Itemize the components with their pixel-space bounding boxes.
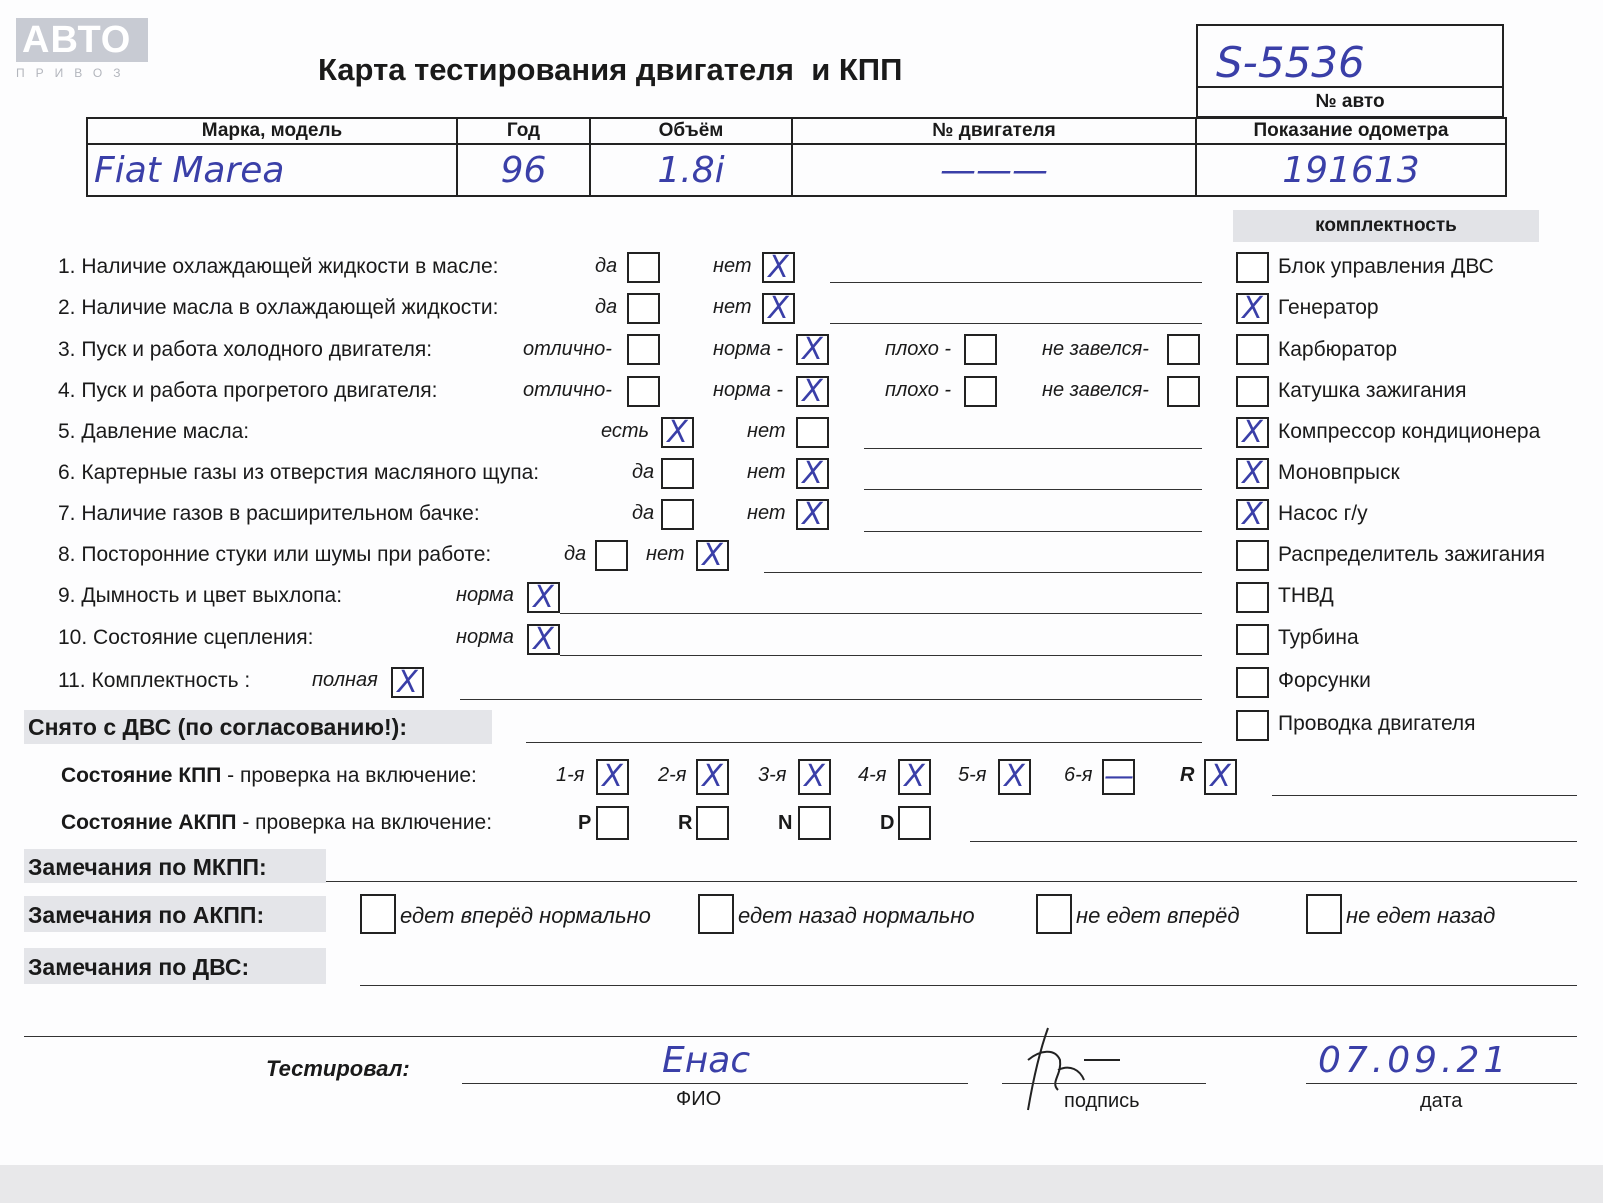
question-number: 7. bbox=[58, 502, 76, 525]
col-header-model: Марка, модель bbox=[87, 118, 457, 144]
tester-name-line[interactable] bbox=[462, 1083, 968, 1084]
signature-caption: подпись bbox=[1064, 1090, 1140, 1112]
remarks-akpp-label: Замечания по АКПП: bbox=[28, 902, 265, 928]
check-mark-icon: X bbox=[533, 622, 554, 657]
date-value: 07.09.21 bbox=[1318, 1040, 1511, 1081]
question-3 bbox=[58, 338, 432, 362]
option-label: отлично- bbox=[523, 338, 612, 360]
checkbox[interactable] bbox=[796, 417, 829, 448]
question-number: 11. bbox=[58, 669, 86, 692]
completeness-checkbox-checked[interactable] bbox=[1236, 293, 1269, 324]
question-number: 4. bbox=[58, 379, 76, 402]
checkbox-checked[interactable] bbox=[796, 376, 829, 407]
checkbox-checked[interactable] bbox=[796, 334, 829, 365]
question-text: Комплектность : bbox=[91, 669, 251, 692]
option-label: нет bbox=[747, 420, 786, 442]
option-label: плохо - bbox=[885, 379, 952, 401]
question-4 bbox=[58, 379, 438, 403]
checkbox[interactable] bbox=[1167, 334, 1200, 365]
comment-line[interactable] bbox=[830, 282, 1202, 283]
option-label: да bbox=[564, 543, 587, 565]
question-number: 5. bbox=[58, 420, 76, 443]
engine-number-value-text: ——— bbox=[940, 150, 1048, 191]
option-label: нет bbox=[713, 255, 752, 277]
completeness-item: Моновпрыск bbox=[1278, 461, 1400, 484]
question-10 bbox=[58, 626, 313, 650]
completeness-item: Распределитель зажигания bbox=[1278, 543, 1546, 566]
akpp-remark-option: не едет вперёд bbox=[1076, 903, 1240, 928]
check-mark-icon: X bbox=[1210, 759, 1231, 794]
option-label: да bbox=[632, 461, 655, 483]
check-mark-icon: X bbox=[602, 759, 623, 794]
logo-main-text: АВТО bbox=[22, 19, 132, 61]
comment-line[interactable] bbox=[864, 489, 1202, 490]
check-mark-icon: X bbox=[702, 538, 723, 573]
checkbox-checked[interactable] bbox=[796, 458, 829, 489]
vehicle-info-table bbox=[86, 117, 1507, 197]
akpp-remark-option: не едет назад bbox=[1346, 903, 1496, 928]
akpp-remark-checkbox[interactable] bbox=[1306, 894, 1342, 934]
check-mark-icon: X bbox=[667, 415, 688, 450]
signature-line[interactable] bbox=[1002, 1083, 1206, 1084]
check-mark-icon: X bbox=[768, 250, 789, 285]
remarks-dvs-label: Замечания по ДВС: bbox=[28, 954, 250, 980]
checkbox-checked[interactable] bbox=[696, 540, 729, 571]
dash-mark-icon: — bbox=[1104, 759, 1134, 794]
akpp-label-rest: - проверка на включение: bbox=[236, 811, 493, 834]
check-mark-icon: X bbox=[904, 759, 925, 794]
completeness-item: ТНВД bbox=[1278, 584, 1334, 607]
akpp-label-bold: Состояние АКПП bbox=[61, 811, 237, 834]
check-mark-icon: X bbox=[533, 580, 554, 615]
akpp-label bbox=[61, 811, 492, 835]
gear-label: 4-я bbox=[858, 764, 887, 786]
akpp-comment-line[interactable] bbox=[970, 841, 1577, 842]
model-value-text: Fiat Marea bbox=[94, 150, 285, 191]
option-label: норма - bbox=[713, 379, 784, 401]
completeness-item: Форсунки bbox=[1278, 669, 1371, 692]
check-mark-icon: X bbox=[1242, 456, 1263, 491]
kpp-comment-line[interactable] bbox=[1272, 795, 1577, 796]
col-header-odometer: Показание одометра bbox=[1196, 118, 1506, 144]
checkbox[interactable] bbox=[627, 376, 660, 407]
option-label: да bbox=[595, 296, 618, 318]
question-text: Посторонние стуки или шумы при работе: bbox=[81, 543, 492, 566]
gear-checkbox[interactable] bbox=[998, 759, 1031, 795]
comment-line[interactable] bbox=[864, 448, 1202, 449]
comment-line[interactable] bbox=[560, 655, 1202, 656]
auto-number-value: S-5536 bbox=[1216, 38, 1365, 87]
checkbox[interactable] bbox=[661, 499, 694, 530]
checkbox-checked[interactable] bbox=[762, 252, 795, 283]
comment-line[interactable] bbox=[560, 613, 1202, 614]
question-text: Пуск и работа прогретого двигателя: bbox=[81, 379, 438, 402]
volume-value-text: 1.8i bbox=[657, 150, 725, 191]
remarks-mkpp-label: Замечания по МКПП: bbox=[28, 854, 267, 880]
question-5 bbox=[58, 420, 249, 444]
checkbox-checked[interactable] bbox=[661, 417, 694, 448]
check-mark-icon: X bbox=[768, 291, 789, 326]
check-mark-icon: X bbox=[802, 497, 823, 532]
comment-line[interactable] bbox=[764, 572, 1202, 573]
kpp-label-rest: - проверка на включение: bbox=[221, 764, 477, 787]
akpp-remark-option: едет назад нормально bbox=[738, 903, 975, 928]
checkbox[interactable] bbox=[627, 293, 660, 324]
volume-value bbox=[590, 144, 792, 196]
completeness-checkbox[interactable] bbox=[1236, 582, 1269, 613]
option-label: есть bbox=[601, 420, 650, 442]
question-text: Давление масла: bbox=[81, 420, 250, 443]
gear-checkbox[interactable] bbox=[696, 759, 729, 795]
checkbox[interactable] bbox=[661, 458, 694, 489]
gear-checkbox[interactable] bbox=[1204, 759, 1237, 795]
checkbox-checked[interactable] bbox=[527, 624, 560, 655]
option-label: не завелся- bbox=[1042, 379, 1149, 401]
option-label: нет bbox=[713, 296, 752, 318]
checkbox[interactable] bbox=[595, 540, 628, 571]
completeness-checkbox-checked[interactable] bbox=[1236, 499, 1269, 530]
kpp-label bbox=[61, 764, 477, 788]
completeness-item: Проводка двигателя bbox=[1278, 712, 1476, 735]
question-text: Наличие охлаждающей жидкости в масле: bbox=[81, 255, 499, 278]
akpp-position-label: R bbox=[678, 812, 693, 834]
question-text: Наличие масла в охлаждающей жидкости: bbox=[81, 296, 499, 319]
option-label: норма - bbox=[713, 338, 784, 360]
question-number: 1. bbox=[58, 255, 76, 278]
tester-name-caption: ФИО bbox=[676, 1088, 722, 1110]
col-header-engine-number: № двигателя bbox=[792, 118, 1196, 144]
check-mark-icon: X bbox=[1242, 497, 1263, 532]
check-mark-icon: X bbox=[1004, 759, 1025, 794]
question-2 bbox=[58, 296, 498, 320]
akpp-checkbox[interactable] bbox=[898, 806, 931, 840]
check-mark-icon: X bbox=[397, 665, 418, 700]
tested-by-label: Тестировал: bbox=[266, 1056, 410, 1081]
question-6 bbox=[58, 461, 539, 485]
gear-label: 1-я bbox=[556, 764, 585, 786]
auto-number-box bbox=[1196, 24, 1504, 118]
gear-checkbox[interactable] bbox=[898, 759, 931, 795]
check-mark-icon: X bbox=[702, 759, 723, 794]
auto-number-label: № авто bbox=[1198, 86, 1502, 116]
date-line[interactable] bbox=[1306, 1083, 1577, 1084]
question-number: 8. bbox=[58, 543, 76, 566]
completeness-item: Карбюратор bbox=[1278, 338, 1398, 361]
comment-line[interactable] bbox=[864, 531, 1202, 532]
option-label: нет bbox=[747, 461, 786, 483]
gear-label: R bbox=[1180, 764, 1195, 786]
completeness-checkbox[interactable] bbox=[1236, 376, 1269, 407]
removed-items-line[interactable] bbox=[526, 742, 1202, 743]
option-label: полная bbox=[312, 669, 378, 691]
scan-background bbox=[0, 1165, 1603, 1203]
odometer-value-text: 191613 bbox=[1282, 150, 1420, 191]
engine-number-value bbox=[792, 144, 1196, 196]
gear-label: 6-я bbox=[1064, 764, 1093, 786]
akpp-position-label: N bbox=[778, 812, 793, 834]
year-value bbox=[457, 144, 590, 196]
remarks-dvs-line[interactable] bbox=[360, 985, 1577, 986]
checkbox[interactable] bbox=[964, 376, 997, 407]
completeness-checkbox[interactable] bbox=[1236, 252, 1269, 283]
gear-checkbox[interactable] bbox=[1102, 759, 1135, 795]
akpp-remark-checkbox[interactable] bbox=[1036, 894, 1072, 934]
question-text: Состояние сцепления: bbox=[93, 626, 314, 649]
checkbox-checked[interactable] bbox=[527, 582, 560, 613]
completeness-checkbox[interactable] bbox=[1236, 624, 1269, 655]
question-1 bbox=[58, 255, 498, 279]
question-text: Пуск и работа холодного двигателя: bbox=[81, 338, 433, 361]
akpp-remark-checkbox[interactable] bbox=[698, 894, 734, 934]
option-label: да bbox=[632, 502, 655, 524]
completeness-header: комплектность bbox=[1233, 210, 1539, 242]
gear-label: 5-я bbox=[958, 764, 987, 786]
completeness-item: Насос г/у bbox=[1278, 502, 1368, 525]
completeness-checkbox[interactable] bbox=[1236, 334, 1269, 365]
logo-sub-text: ПРИВОЗ bbox=[16, 66, 132, 80]
akpp-position-label: D bbox=[880, 812, 895, 834]
checkbox-checked[interactable] bbox=[391, 667, 424, 698]
check-mark-icon: X bbox=[1242, 291, 1263, 326]
checkbox[interactable] bbox=[1167, 376, 1200, 407]
akpp-checkbox[interactable] bbox=[696, 806, 729, 840]
question-text: Картерные газы из отверстия масляного щупа: bbox=[81, 461, 540, 484]
question-text: Наличие газов в расширительном бачке: bbox=[81, 502, 480, 525]
option-label: отлично- bbox=[523, 379, 612, 401]
tester-name-value: Енас bbox=[662, 1040, 751, 1081]
completeness-checkbox[interactable] bbox=[1236, 540, 1269, 571]
question-number: 6. bbox=[58, 461, 76, 484]
kpp-label-bold: Состояние КПП bbox=[61, 764, 222, 787]
gear-label: 2-я bbox=[658, 764, 687, 786]
question-number: 9. bbox=[58, 584, 76, 607]
checkbox-checked[interactable] bbox=[762, 293, 795, 324]
question-8 bbox=[58, 543, 491, 567]
gear-checkbox[interactable] bbox=[798, 759, 831, 795]
completeness-item: Генератор bbox=[1278, 296, 1379, 319]
check-mark-icon: X bbox=[1242, 415, 1263, 450]
akpp-remark-option: едет вперёд нормально bbox=[400, 903, 651, 928]
question-number: 10. bbox=[58, 626, 88, 649]
gear-label: 3-я bbox=[758, 764, 787, 786]
question-text: Дымность и цвет выхлопа: bbox=[81, 584, 343, 607]
completeness-checkbox-checked[interactable] bbox=[1236, 417, 1269, 448]
akpp-checkbox[interactable] bbox=[798, 806, 831, 840]
completeness-checkbox[interactable] bbox=[1236, 710, 1269, 741]
gear-checkbox[interactable] bbox=[596, 759, 629, 795]
akpp-remark-checkbox[interactable] bbox=[360, 894, 396, 934]
check-mark-icon: X bbox=[802, 332, 823, 367]
option-label: да bbox=[595, 255, 618, 277]
odometer-value bbox=[1196, 144, 1506, 196]
removed-from-engine-label: Снято с ДВС (по согласованию!): bbox=[28, 714, 407, 740]
remarks-mkpp-line[interactable] bbox=[326, 881, 1577, 882]
avto-privoz-logo bbox=[16, 18, 148, 62]
question-7 bbox=[58, 502, 480, 526]
completeness-item: Блок управления ДВС bbox=[1278, 255, 1494, 278]
option-label: плохо - bbox=[885, 338, 952, 360]
page-title: Карта тестирования двигателя и КПП bbox=[318, 52, 903, 87]
option-label: нет bbox=[646, 543, 685, 565]
checkbox[interactable] bbox=[964, 334, 997, 365]
date-caption: дата bbox=[1420, 1090, 1463, 1112]
option-label: нет bbox=[747, 502, 786, 524]
year-value-text: 96 bbox=[500, 150, 547, 191]
completeness-item: Турбина bbox=[1278, 626, 1359, 649]
check-mark-icon: X bbox=[804, 759, 825, 794]
comment-line[interactable] bbox=[830, 323, 1202, 324]
model-value bbox=[87, 144, 457, 196]
option-label: норма bbox=[456, 626, 514, 648]
option-label: норма bbox=[456, 584, 514, 606]
question-number: 2. bbox=[58, 296, 76, 319]
akpp-position-label: P bbox=[578, 812, 592, 834]
checkbox-checked[interactable] bbox=[796, 499, 829, 530]
completeness-item: Катушка зажигания bbox=[1278, 379, 1467, 402]
checkbox[interactable] bbox=[627, 252, 660, 283]
check-mark-icon: X bbox=[802, 374, 823, 409]
remarks-dvs-line-2[interactable] bbox=[24, 1036, 1577, 1037]
checkbox[interactable] bbox=[627, 334, 660, 365]
check-mark-icon: X bbox=[802, 456, 823, 491]
comment-line[interactable] bbox=[460, 699, 1202, 700]
question-11 bbox=[58, 669, 250, 693]
akpp-checkbox[interactable] bbox=[596, 806, 629, 840]
col-header-year: Год bbox=[457, 118, 590, 144]
question-9 bbox=[58, 584, 342, 608]
option-label: не завелся- bbox=[1042, 338, 1149, 360]
completeness-checkbox[interactable] bbox=[1236, 667, 1269, 698]
question-number: 3. bbox=[58, 338, 76, 361]
completeness-item: Компрессор кондиционера bbox=[1278, 420, 1541, 443]
col-header-volume: Объём bbox=[590, 118, 792, 144]
completeness-checkbox-checked[interactable] bbox=[1236, 458, 1269, 489]
